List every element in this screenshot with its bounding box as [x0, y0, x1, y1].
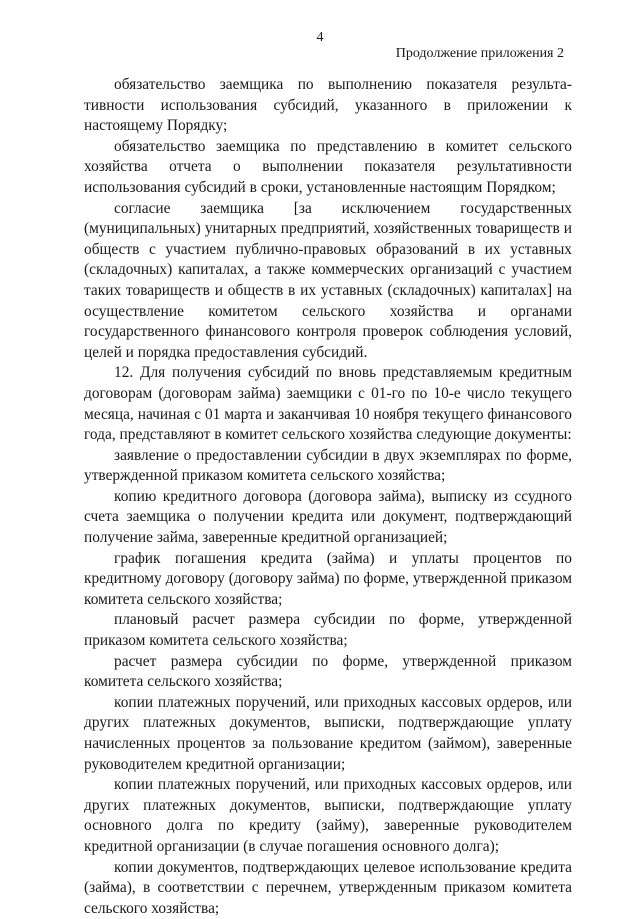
paragraph-report-obligation: обязательство заемщика по представлению в комитет сельского хозяйства отчета о выполнении показателя результативности использования субсидий в сроки, установленные настоящим Порядком; [84, 137, 572, 196]
paragraph-item-12: 12. Для получения субсидий по вновь представляемым кредитным договорам (договорам займа) заемщики с 01-го по 10-е число текущего месяца, начиная с 01 марта и заканчивая 10 ноября текущего финансового года, представляют в комитет сельского хозяйства следующие документы: [84, 364, 572, 444]
paragraph-performance-obligation: обязательство заемщика по выполнению показателя результативности использования субсидий, указанного в приложении к настоящему Порядку; [84, 76, 572, 135]
paragraph-borrower-consent: согласие заемщика [за исключением государственных (муниципальных) унитарных предприятий, хозяйственных товариществ и обществ с участием публично-правовых образований в их уставных (складочных) капиталах, а также коммерческих организаций с участием таких товариществ и обществ в их уставных (складочных) капиталах] на осуществление комитетом сельского хозяйства и органами государственного финансового контроля проверок соблюдения условий, целей и порядка предоставления субсидий. [84, 199, 572, 361]
paragraph-interest-payment-copies: копии платежных поручений, или приходных кассовых ордеров, или других платежных документов, выписки, подтверждающие уплату начисленных процентов за пользование кредитом (займом), заверенные руководителем кредитной организации; [84, 693, 572, 773]
paragraph-planned-calculation: плановый расчет размера субсидии по форме, утвержденной приказом комитета сельского хозяйства; [84, 611, 572, 650]
page-number: 4 [316, 30, 324, 45]
paragraph-target-use-documents: копии документов, подтверждающих целевое использование кредита (займа), в соответствии с перечнем, утвержденным приказом комитета сельского хозяйства; [84, 858, 572, 917]
paragraph-loan-agreement-copy: копию кредитного договора (договора займа), выписку из ссудного счета заемщика о получении кредита или документ, подтверждающий получение займа, заверенные кредитной организацией; [84, 487, 572, 547]
paragraph-principal-payment-copies: копии платежных поручений, или приходных кассовых ордеров, или других платежных документов, выписки, подтверждающие уплату основного долга по кредиту (займу), заверенные руководителем кредитной организации (в случае погашения основного долга); [84, 776, 572, 855]
paragraph-application: заявление о предоставлении субсидии в двух экземплярах по форме, утвержденной приказом комитета сельского хозяйства; [84, 446, 572, 485]
document-body [84, 75, 572, 919]
paragraph-repayment-schedule: график погашения кредита (займа) и уплаты процентов по кредитному договору (договору займа) по форме, утвержденной приказом комитета сельского хозяйства; [84, 549, 572, 608]
appendix-continuation-note: Продолжение приложения 2 [395, 46, 564, 61]
paragraph-subsidy-calculation: расчет размера субсидии по форме, утвержденной приказом комитета сельского хозяйства; [84, 652, 572, 691]
